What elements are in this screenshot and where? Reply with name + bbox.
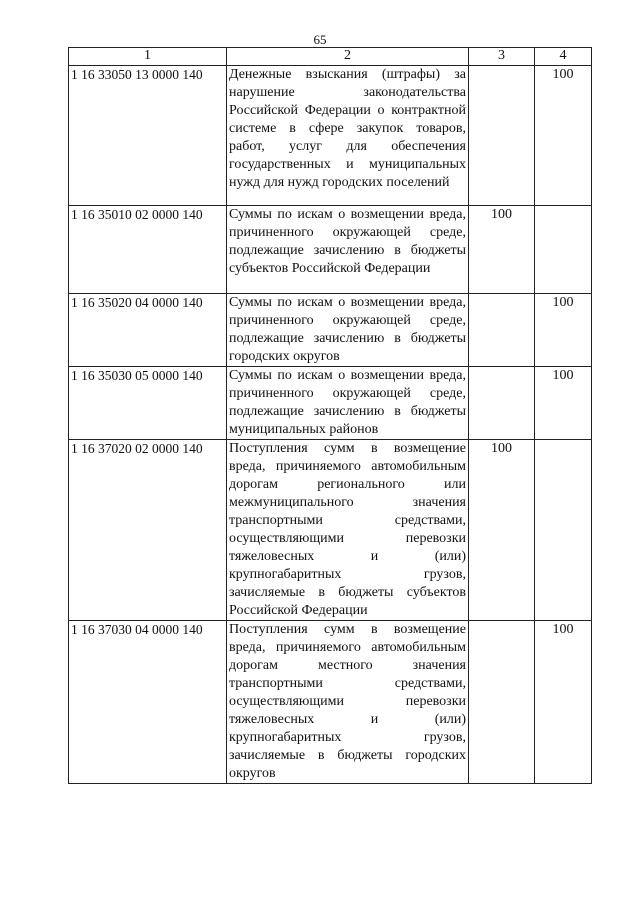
- col3-value: [469, 66, 535, 206]
- column-header-2: 2: [227, 48, 469, 66]
- col4-value: 100: [535, 367, 592, 440]
- table-row: [69, 66, 592, 206]
- col4-value: 100: [535, 66, 592, 206]
- col3-value: [469, 294, 535, 367]
- table-row: [69, 294, 592, 367]
- budget-code: 1 16 33050 13 0000 140: [69, 66, 227, 206]
- col4-value: 100: [535, 621, 592, 784]
- budget-code: 1 16 37020 02 0000 140: [69, 440, 227, 621]
- income-description: Суммы по искам о возмещении вреда, причиненного окружающей среде, подлежащие зачислению в бюджеты субъектов Российской Федерации: [227, 206, 469, 294]
- income-description: Поступления сумм в возмещение вреда, причиняемого автомобильным дорогам местного значения транспортными средствами, осуществляющими перевозки тяжеловесных и (или) крупногабаритных грузов, зачисляемые в бюджеты городских округов: [227, 621, 469, 784]
- col3-value: [469, 367, 535, 440]
- col4-value: 100: [535, 294, 592, 367]
- col3-value: [469, 621, 535, 784]
- income-description: Суммы по искам о возмещении вреда, причиненного окружающей среде, подлежащие зачислению в бюджеты городских округов: [227, 294, 469, 367]
- col4-value: [535, 440, 592, 621]
- budget-code: 1 16 37030 04 0000 140: [69, 621, 227, 784]
- table-row: [69, 206, 592, 294]
- page-number: 65: [313, 32, 327, 47]
- income-description: Поступления сумм в возмещение вреда, причиняемого автомобильным дорогам регионального или межмуниципального значения транспортными средствами, осуществляющими перевозки тяжеловесных и (или) крупногабаритных грузов, зачисляемые в бюджеты субъектов Российской Федерации: [227, 440, 469, 621]
- column-header-3: 3: [469, 48, 535, 66]
- table-row: [69, 367, 592, 440]
- income-description: Денежные взыскания (штрафы) за нарушение законодательства Российской Федерации о контрактной системе в сфере закупок товаров, работ, услуг для обеспечения государственных и муниципальных нужд для нужд городских поселений: [227, 66, 469, 206]
- column-header-4: 4: [535, 48, 592, 66]
- budget-code: 1 16 35030 05 0000 140: [69, 367, 227, 440]
- table-header-row: [69, 48, 592, 66]
- budget-classification-table: [68, 47, 592, 784]
- col4-value: [535, 206, 592, 294]
- income-description: Суммы по искам о возмещении вреда, причиненного окружающей среде, подлежащие зачислению в бюджеты муниципальных районов: [227, 367, 469, 440]
- col3-value: 100: [469, 440, 535, 621]
- budget-code: 1 16 35010 02 0000 140: [69, 206, 227, 294]
- budget-code: 1 16 35020 04 0000 140: [69, 294, 227, 367]
- table-row: [69, 621, 592, 784]
- column-header-1: 1: [69, 48, 227, 66]
- table-row: [69, 440, 592, 621]
- col3-value: 100: [469, 206, 535, 294]
